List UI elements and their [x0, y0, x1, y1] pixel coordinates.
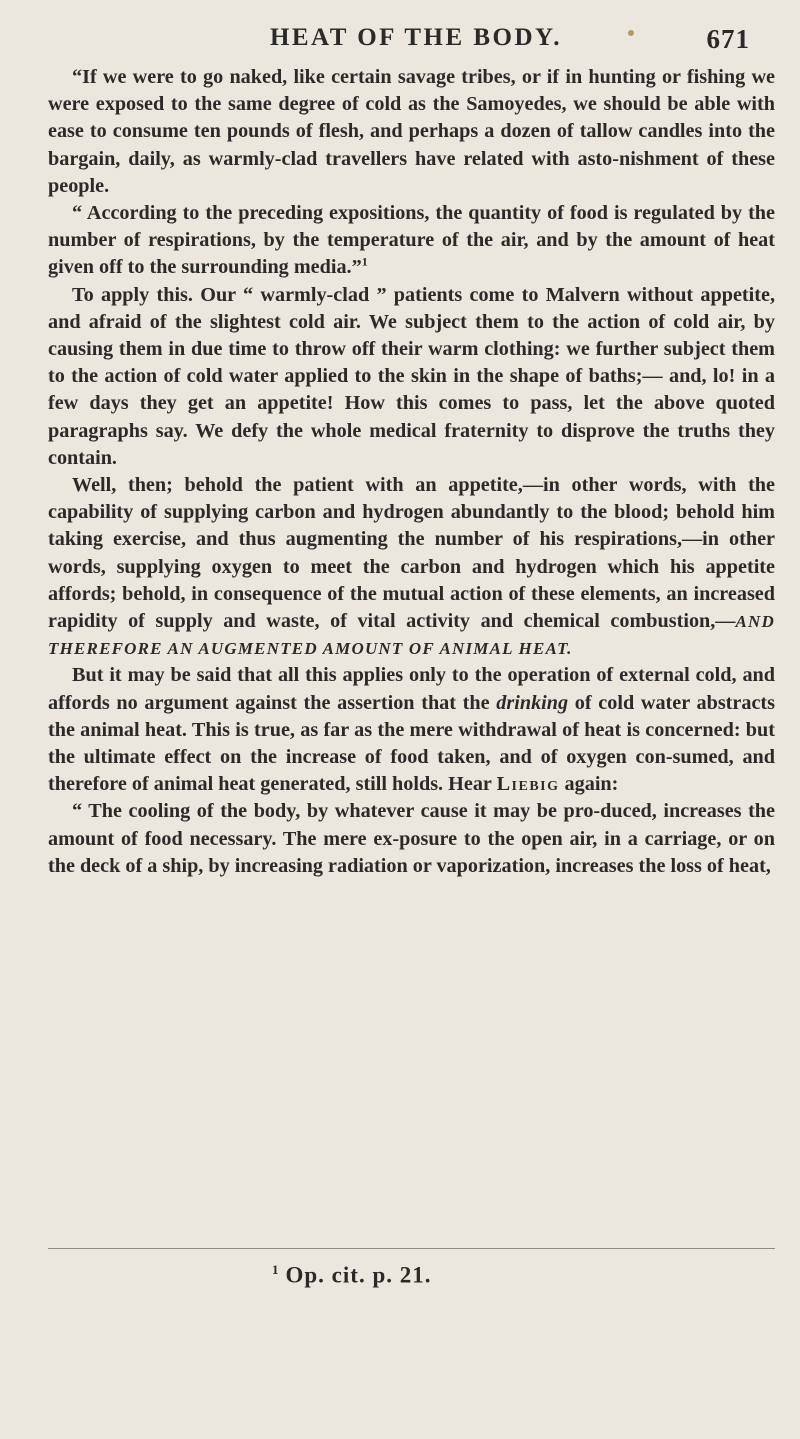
paragraph-5-text-a: But it may be said that all this applies only to the operation of external cold, and affords no argument against the assertion that the: [48, 664, 775, 714]
paragraph-3-text: To apply this. Our “ warmly-clad ” patients come to Malvern without appetite, and afraid of the slightest cold air. We subject them to the action of cold air, by causing them in due time to throw off their warm clothing: we further subject them to the action of cold water applied to the skin in the shape of baths;— and, lo! in a few days they get an appetite! How this comes to pass, let the above quoted paragraphs say. We defy the whole medical fraternity to disprove the truths they contain.: [48, 283, 775, 469]
body-text: [48, 64, 775, 880]
footnote-mark: 1: [272, 1262, 280, 1277]
footnote: [272, 1262, 431, 1289]
paragraph-5: [48, 662, 775, 798]
author-name: Liebig: [496, 773, 560, 796]
page-number: 671: [706, 24, 750, 54]
footnote-reference: 1: [361, 254, 368, 269]
paragraph-4-emphasis: AND THEREFORE AN AUGMENTED AMOUNT OF ANIMAL HEAT.: [48, 612, 775, 659]
paragraph-4: [48, 472, 775, 662]
footnote-divider: [48, 1248, 775, 1249]
footnote-text: Op. cit. p. 21.: [285, 1262, 432, 1288]
paragraph-2-text: “ According to the preceding expositions, the quantity of food is regulated by the number of respirations, by the temperature of the air, and by the amount of heat given off to the surrounding media.”: [48, 202, 775, 279]
paragraph-5-text-b: of cold water abstracts the animal heat. This is true, as far as the mere withdrawal of heat is concerned: but the ultimate effect on the increase of food taken, and of oxygen con-sumed, and therefore of animal heat generated, still holds. Hear: [48, 691, 775, 796]
paragraph-5-italic: drinking: [496, 691, 569, 714]
running-head: [60, 24, 772, 60]
running-title: HEAT OF THE BODY.: [269, 24, 563, 51]
paragraph-4-text: Well, then; behold the patient with an appetite,—in other words, with the capability of supplying carbon and hydrogen abundantly to the blood; behold him taking exercise, and thus augmenting the number of his respirations,—in other words, supplying oxygen to meet the carbon and hydrogen which his appetite affords; behold, in consequence of the mutual action of these elements, an increased rapidity of supply and waste, of vital activity and chemical combustion,—: [48, 474, 775, 633]
paragraph-2: [48, 200, 775, 282]
paragraph-1-text: “If we were to go naked, like certain savage tribes, or if in hunting or fishing we were exposed to the same degree of cold as the Samoyedes, we should be able with ease to consume ten pounds of flesh, and perhaps a dozen of tallow candles into the bargain, daily, as warmly-clad travellers have related with asto-nishment of these people.: [48, 66, 775, 197]
paragraph-6-text: “ The cooling of the body, by whatever cause it may be pro-duced, increases the amount of food necessary. The mere ex-posure to the open air, in a carriage, or on the deck of a ship, by increasing radiation or vaporization, increases the loss of heat,: [48, 800, 775, 877]
paragraph-3: [48, 282, 775, 472]
paragraph-6: [48, 798, 775, 880]
paragraph-1: [48, 64, 775, 200]
paragraph-5-text-c: again:: [559, 773, 619, 796]
